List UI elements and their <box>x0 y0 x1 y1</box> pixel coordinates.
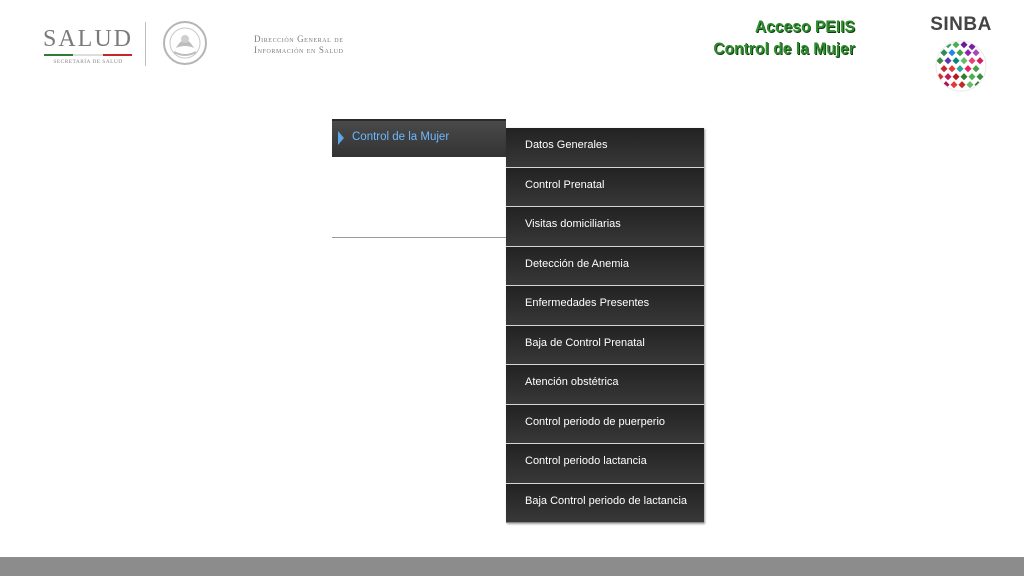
salud-logo-word: SALUD <box>42 26 133 52</box>
salud-logo <box>40 26 136 65</box>
submenu-item-atencion-obstetrica[interactable]: Atención obstétrica <box>506 365 704 405</box>
submenu-item-enfermedades-presentes[interactable]: Enfermedades Presentes <box>506 286 704 326</box>
submenu-item-baja-control-prenatal[interactable]: Baja de Control Prenatal <box>506 326 704 366</box>
submenu <box>506 128 704 523</box>
page-title-line-2: Control de la Mujer <box>713 39 855 58</box>
footer-bar <box>0 557 1024 576</box>
sinba-globe-icon <box>934 38 988 94</box>
salud-logo-subtitle: SECRETARÍA DE SALUD <box>53 59 123 65</box>
submenu-item-control-prenatal[interactable]: Control Prenatal <box>506 168 704 208</box>
direccion-line-2: Información en Salud <box>254 45 344 55</box>
submenu-item-datos-generales[interactable]: Datos Generales <box>506 128 704 168</box>
sinba-logo-title: SINBA <box>930 14 992 35</box>
menu-item-control-de-la-mujer[interactable] <box>332 119 506 157</box>
header-divider <box>145 22 146 66</box>
page-title-line-1: Acceso PEIIS <box>755 17 855 36</box>
triangle-right-icon <box>338 131 344 145</box>
submenu-item-deteccion-de-anemia[interactable]: Detección de Anemia <box>506 247 704 287</box>
submenu-item-visitas-domiciliarias[interactable]: Visitas domiciliarias <box>506 207 704 247</box>
submenu-item-control-puerperio[interactable]: Control periodo de puerperio <box>506 405 704 445</box>
direccion-general-text <box>254 34 344 56</box>
page-title <box>713 16 855 60</box>
submenu-item-baja-control-lactancia[interactable]: Baja Control periodo de lactancia <box>506 484 704 524</box>
submenu-item-control-lactancia[interactable]: Control periodo lactancia <box>506 444 704 484</box>
sinba-logo <box>926 14 996 94</box>
menu-item-label: Control de la Mujer <box>352 131 450 143</box>
direccion-line-1: Dirección General de <box>254 34 344 44</box>
national-seal-icon <box>162 20 208 66</box>
flag-stripe <box>44 54 132 56</box>
